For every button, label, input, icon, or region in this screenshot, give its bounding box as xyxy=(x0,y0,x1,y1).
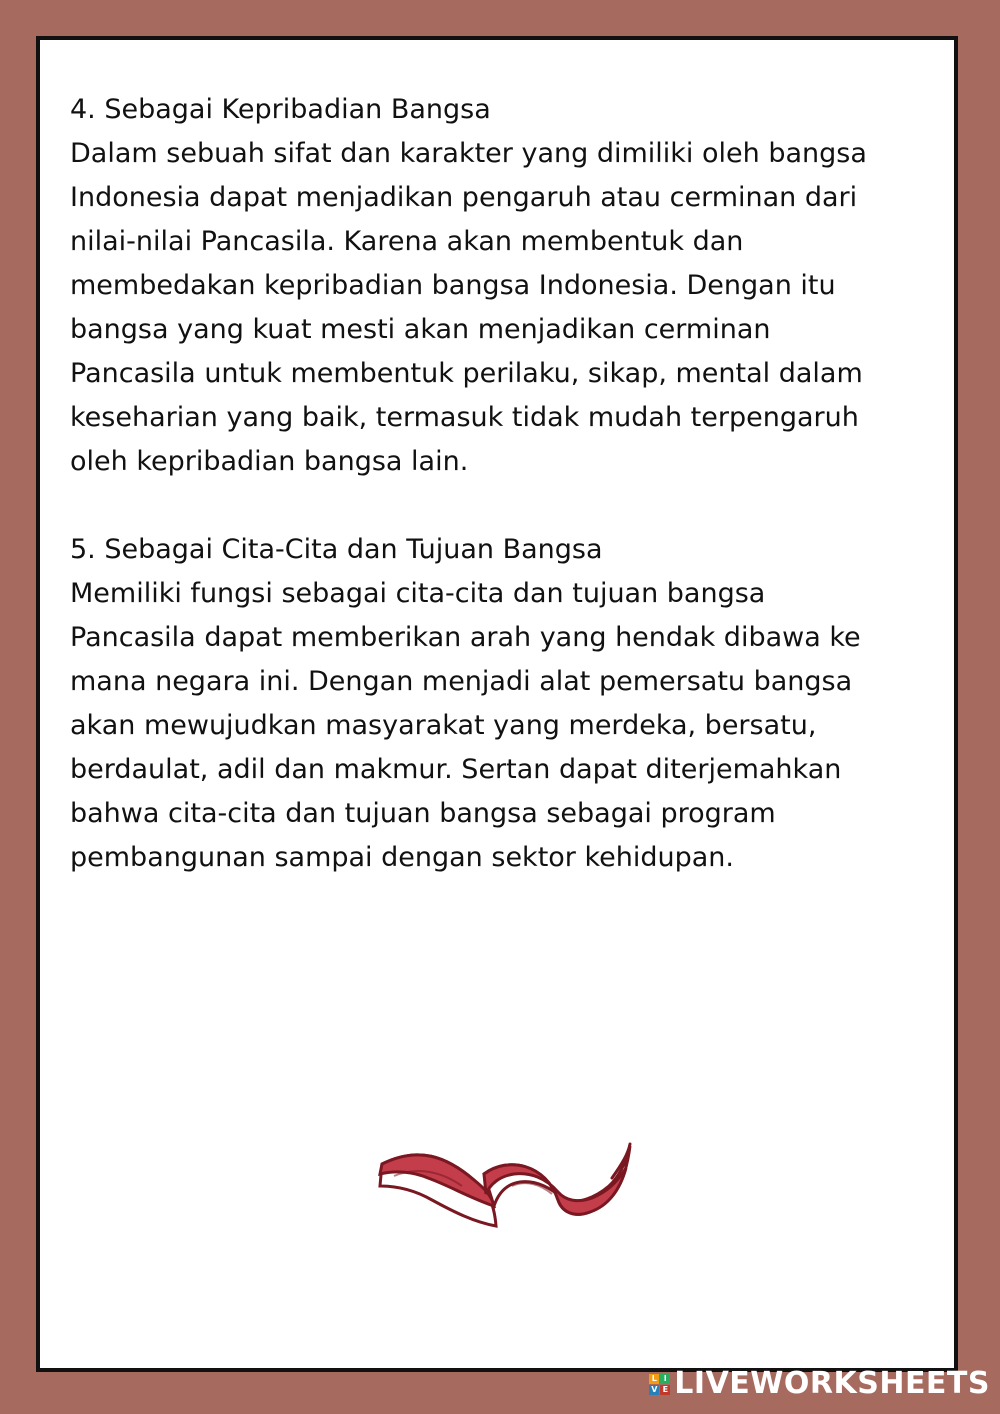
worksheet-content xyxy=(70,88,940,924)
paragraph-line: bahwa cita-cita dan tujuan bangsa sebagai program xyxy=(70,798,776,829)
paragraph-line: Pancasila dapat memberikan arah yang hendak dibawa ke xyxy=(70,622,861,653)
brand-letter-i: I xyxy=(660,1374,670,1384)
worksheet-page xyxy=(36,36,958,1372)
paragraph-line: keseharian yang baik, termasuk tidak mudah terpengaruh xyxy=(70,402,859,433)
section-cita-cita-tujuan-bangsa xyxy=(70,528,940,880)
section-title: 4. Sebagai Kepribadian Bangsa xyxy=(70,94,491,125)
liveworksheets-brand xyxy=(649,1362,990,1406)
section-kepribadian-bangsa xyxy=(70,88,940,484)
liveworksheets-logo-icon xyxy=(649,1374,670,1395)
brand-text: LIVEWORKSHEETS xyxy=(674,1366,990,1401)
paragraph-line: akan mewujudkan masyarakat yang merdeka, bersatu, xyxy=(70,710,817,741)
paragraph-line: oleh kepribadian bangsa lain. xyxy=(70,446,469,477)
paragraph-line: pembangunan sampai dengan sektor kehidupan. xyxy=(70,842,735,873)
brand-letter-v: V xyxy=(651,1384,658,1394)
paragraph-line: Pancasila untuk membentuk perilaku, sikap, mental dalam xyxy=(70,358,863,389)
paragraph-line: membedakan kepribadian bangsa Indonesia. Dengan itu xyxy=(70,270,836,301)
paragraph-line: nilai-nilai Pancasila. Karena akan membentuk dan xyxy=(70,226,744,257)
paragraph-line: berdaulat, adil dan makmur. Sertan dapat diterjemahkan xyxy=(70,754,842,785)
paragraph-line: bangsa yang kuat mesti akan menjadikan cerminan xyxy=(70,314,771,345)
paragraph-line: Memiliki fungsi sebagai cita-cita dan tujuan bangsa xyxy=(70,578,766,609)
indonesian-flag-ribbon-icon xyxy=(376,1104,636,1234)
paragraph-line: Indonesia dapat menjadikan pengaruh atau cerminan dari xyxy=(70,182,858,213)
section-title: 5. Sebagai Cita-Cita dan Tujuan Bangsa xyxy=(70,534,603,565)
paragraph-line: Dalam sebuah sifat dan karakter yang dimiliki oleh bangsa xyxy=(70,138,867,169)
paragraph-line: mana negara ini. Dengan menjadi alat pemersatu bangsa xyxy=(70,666,853,697)
brand-letter-l: L xyxy=(649,1374,659,1384)
brand-letter-e: E xyxy=(660,1385,670,1395)
